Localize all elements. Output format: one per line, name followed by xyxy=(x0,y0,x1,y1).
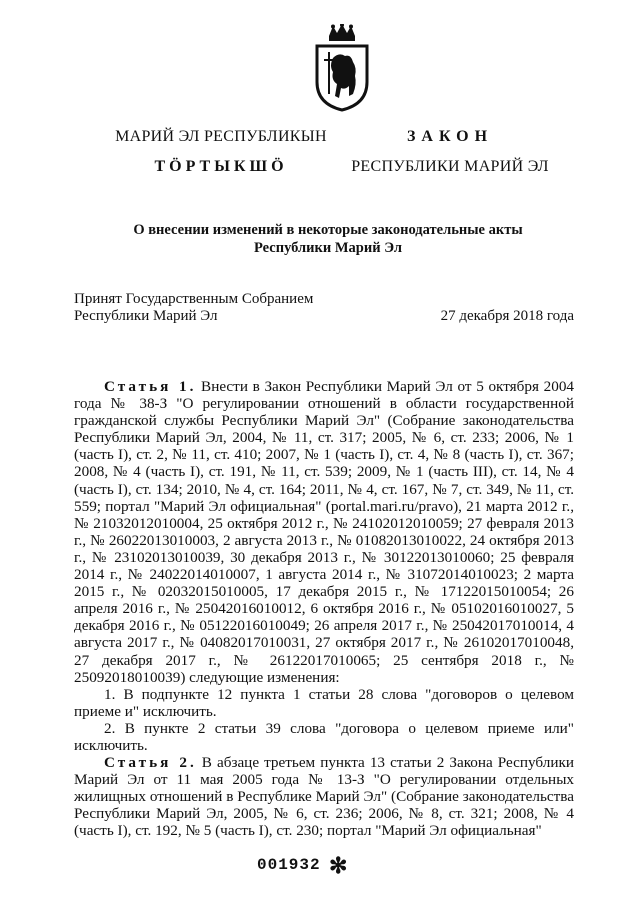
adopted-by-line1: Принят Государственным Собранием xyxy=(74,291,314,307)
law-title-line2: Республики Марий Эл xyxy=(254,240,402,256)
header-russian-block xyxy=(345,128,555,176)
article-1-paragraph xyxy=(74,378,574,686)
article-1-label: Статья 1. xyxy=(104,378,197,395)
coat-of-arms-emblem xyxy=(311,24,373,112)
header-law-word: ЗАКОН xyxy=(406,128,494,145)
asterisk-mark: ✻ xyxy=(329,853,348,878)
adopted-by-line2: Республики Марий Эл xyxy=(74,308,218,324)
header-mari-block xyxy=(111,128,331,176)
adoption-date: 27 декабря 2018 года xyxy=(440,308,574,324)
article-2-label: Статья 2. xyxy=(104,754,197,772)
article-2-text: В абзаце третьем пункта 13 статьи 2 Закона Республики Марий Эл от 11 мая 2005 года № 13-З "О регулировании отдельных жилищных отношений в Республике Марий Эл" (Собрание законодательства Республики Марий Эл, 2005, № 6, ст. 236; 2006, № 8, ст. 321; 2008, № 4 (часть I), ст. 192, № 5 (часть I), ст. 230; портал "Марий Эл официальная" xyxy=(74,754,574,840)
header-republic-name: РЕСПУБЛИКИ МАРИЙ ЭЛ xyxy=(351,158,549,175)
article-2-paragraph xyxy=(74,754,574,839)
header-mari-republic: МАРИЙ ЭЛ РЕСПУБЛИКЫН xyxy=(115,128,327,145)
article-1-item-2: 2. В пункте 2 статьи 39 слова "договора о целевом приеме или" исключить. xyxy=(74,719,574,754)
document-serial-number: 001932 xyxy=(257,856,321,874)
law-title-line1: О внесении изменений в некоторые законодательные акты xyxy=(133,222,523,238)
law-title xyxy=(100,221,556,257)
adoption-block xyxy=(74,291,574,325)
header-mari-law: ТӦРТЫКШӦ xyxy=(154,158,288,175)
law-body xyxy=(74,378,574,840)
article-1-item-1: 1. В подпункте 12 пункта 1 статьи 28 слова "договоров о целевом приеме и" исключить. xyxy=(74,685,574,720)
article-1-text: Внести в Закон Республики Марий Эл от 5 октября 2004 года № 38-З "О регулировании отношений в области государственной гражданской службы Республики Марий Эл" (Собрание законодательства Республики Марий Эл, 2004, № 11, ст. 317; 2005, № 6, ст. 233; 2006, № 1 (часть I), ст. 2, № 11, ст. 410; 2007, № 1 (часть I), ст. 4, № 8 (часть I), ст. 367; 2008, № 4 (часть I), ст. 191, № 11, ст. 539; 2009, № 1 (часть III), ст. 14, № 4 (часть I), ст. 134; 2010, № 4, ст. 164; 2011, № 4, ст. 167, № 7, ст. 349, № 11, ст. 559; портал "Марий Эл официальная" (portal.mari.ru/pravo), 21 марта 2012 г., № 21032012010004, 25 октября 2012 г., № 24102012010059; 27 февраля 2013 г., № 26022013010003, 2 августа 2013 г., № 01082013010022, 24 октября 2013 г., № 23102013010039, 30 декабря 2013 г., № 30122013010060; 25 февраля 2014 г., № 24022014010007, 1 августа 2014 г., № 31072014010023; 2 марта 2015 г., № 02032015010005, 17 декабря 2015 г., № 17122015010054; 26 апреля 2016 г., № 25042016010012, 6 октября 2016 г., № 05102016010027, 5 декабря 2016 г., № 05122016010049; 26 апреля 2017 г., № 25042017010014, 4 августа 2017 г., № 04082017010031, 27 октября 2017 г., № 26102017010048, 27 декабря 2017 г., № 26122017010065; 25 сентября 2018 г., № 25092018010039) следующие изменения: xyxy=(74,378,575,686)
